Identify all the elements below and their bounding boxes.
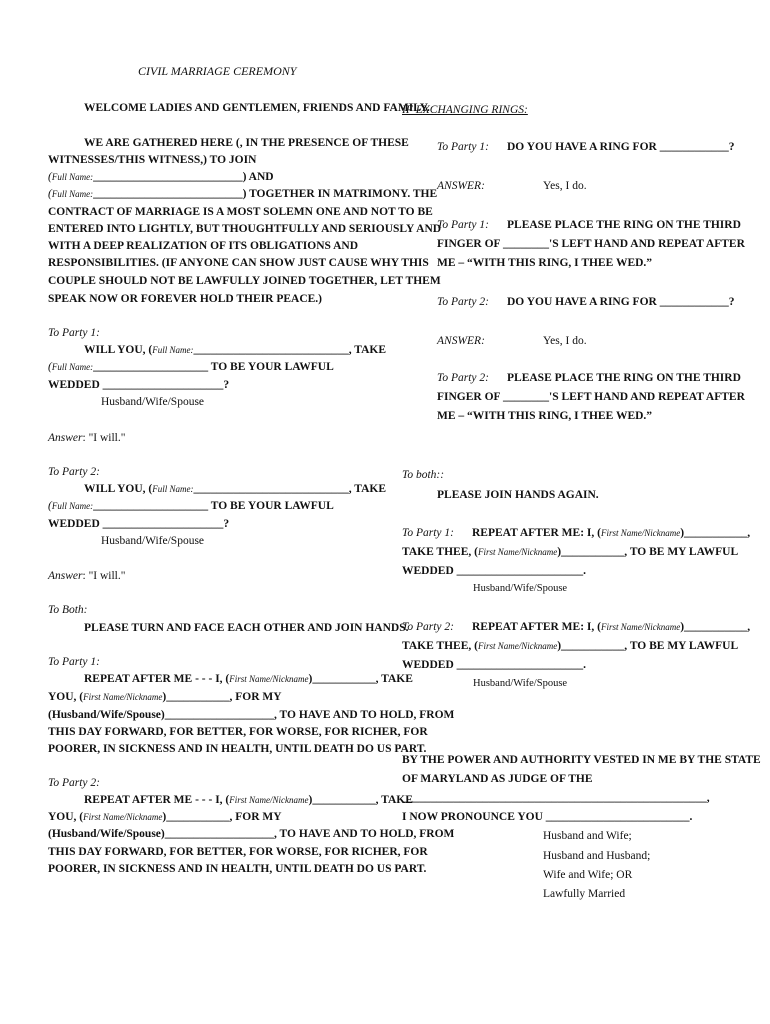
party2-vow-line-1: THIS DAY FORWARD, FOR BETTER, FOR WORSE, FOR RICHER, FOR [48, 846, 428, 858]
party1-answer: Answer: "I will." [48, 432, 126, 444]
right-party2-spouse: Husband/Wife/Spouse [473, 678, 568, 689]
pronounce-option-2: Husband and Husband; [543, 850, 651, 862]
join-hands-line: PLEASE TURN AND FACE EACH OTHER AND JOIN HANDS. [84, 622, 409, 634]
ring-with1-line: ME – “WITH THIS RING, I THEE WED.” [437, 257, 653, 269]
ring-place1-label: To Party 1: [437, 219, 489, 231]
party2-spouse-options: Husband/Wife/Spouse [101, 535, 205, 547]
authority-line-3: _____________________________________________________, [402, 792, 710, 804]
pronounce-option-3: Wife and Wife; OR [543, 869, 633, 881]
ring-answer2-text: Yes, I do. [543, 335, 587, 347]
party2-wedded-line: WEDDED _____________________? [48, 518, 230, 530]
gathered-line-2: WITNESSES/THIS WITNESS,) TO JOIN [48, 154, 257, 166]
pronounce-option-4: Lawfully Married [543, 888, 626, 900]
ring-party2-question: DO YOU HAVE A RING FOR ____________? [507, 296, 735, 308]
right-party1-label: To Party 1: [402, 527, 454, 539]
document-title: CIVIL MARRIAGE CEREMONY [138, 64, 297, 78]
ring-party2-label: To Party 2: [437, 296, 489, 308]
pronounce-line: I NOW PRONOUNCE YOU _________________________. [402, 811, 693, 823]
party2-lawful-line: (Full Name:____________________ TO BE YOUR LAWFUL [48, 500, 334, 512]
party-a-fullname-line: (Full Name:__________________________) AND [48, 171, 274, 183]
party1-lawful-line: (Full Name:____________________ TO BE YOUR LAWFUL [48, 361, 334, 373]
party2-repeat-line: REPEAT AFTER ME - - - I, (First Name/Nickname)___________, TAKE [84, 794, 413, 806]
pronounce-option-1: Husband and Wife; [543, 830, 632, 842]
ring-place1-line: PLEASE PLACE THE RING ON THE THIRD [507, 219, 741, 231]
right-party2-take: TAKE THEE, (First Name/Nickname)___________, TO BE MY LAWFUL [402, 640, 739, 652]
party2-you-line: YOU, (First Name/Nickname)___________, FOR MY [48, 811, 282, 823]
right-party1-wedded: WEDDED ______________________. [402, 565, 587, 577]
party1-vow-label: To Party 1: [48, 656, 100, 668]
party1-will-you-line: WILL YOU, (Full Name:___________________________, TAKE [84, 344, 387, 356]
contract-line-2: ENTERED INTO LIGHTLY, BUT THOUGHTFULLY AND SERIOUSLY AND [48, 223, 442, 235]
join-again-line: PLEASE JOIN HANDS AGAIN. [437, 489, 599, 501]
to-both-ring-label: To both:: [402, 469, 445, 481]
ring-party1-question: DO YOU HAVE A RING FOR ____________? [507, 141, 735, 153]
ring-party1-label: To Party 1: [437, 141, 489, 153]
party1-hold-line: (Husband/Wife/Spouse)___________________, TO HAVE AND TO HOLD, FROM [48, 709, 455, 721]
right-party2-wedded: WEDDED ______________________. [402, 659, 587, 671]
party1-vow-line-2: POORER, IN SICKNESS AND IN HEALTH, UNTIL DEATH DO US PART. [48, 743, 427, 755]
party2-will-you-line: WILL YOU, (Full Name:___________________________, TAKE [84, 483, 387, 495]
party1-consent-label: To Party 1: [48, 327, 100, 339]
party2-consent-label: To Party 2: [48, 466, 100, 478]
right-party2-repeat: REPEAT AFTER ME: I, (First Name/Nickname)___________, [472, 621, 751, 633]
ring-place2-line: PLEASE PLACE THE RING ON THE THIRD [507, 372, 741, 384]
party2-answer: Answer: "I will." [48, 570, 126, 582]
party2-hold-line: (Husband/Wife/Spouse)___________________, TO HAVE AND TO HOLD, FROM [48, 828, 455, 840]
right-party1-take: TAKE THEE, (First Name/Nickname)___________, TO BE MY LAWFUL [402, 546, 739, 558]
ring-place2-label: To Party 2: [437, 372, 489, 384]
party2-vow-line-2: POORER, IN SICKNESS AND IN HEALTH, UNTIL DEATH DO US PART. [48, 863, 427, 875]
full-name-label: Full Name: [51, 189, 94, 199]
rings-heading: IF EXCHANGING RINGS: [402, 104, 528, 116]
full-name-label: Full Name: [51, 172, 94, 182]
authority-line-1: BY THE POWER AND AUTHORITY VESTED IN ME BY THE STATE [402, 754, 761, 766]
gathered-line-1: WE ARE GATHERED HERE (, IN THE PRESENCE OF THESE [84, 137, 409, 149]
ring-with2-line: ME – “WITH THIS RING, I THEE WED.” [437, 410, 653, 422]
party1-you-line: YOU, (First Name/Nickname)___________, FOR MY [48, 691, 282, 703]
contract-line-5: COUPLE SHOULD NOT BE LAWFULLY JOINED TOGETHER, LET THEM [48, 275, 441, 287]
right-party2-label: To Party 2: [402, 621, 454, 633]
right-party1-spouse: Husband/Wife/Spouse [473, 583, 568, 594]
contract-line-3: WITH A DEEP REALIZATION OF ITS OBLIGATIONS AND [48, 240, 359, 252]
ring-answer2-label: ANSWER: [437, 335, 485, 347]
to-both-label: To Both: [48, 604, 88, 616]
party1-vow-line-1: THIS DAY FORWARD, FOR BETTER, FOR WORSE, FOR RICHER, FOR [48, 726, 428, 738]
contract-line-4: RESPONSIBILITIES. (IF ANYONE CAN SHOW JUST CAUSE WHY THIS [48, 257, 429, 269]
ring-finger1-line: FINGER OF ________'S LEFT HAND AND REPEAT AFTER [437, 238, 745, 250]
contract-line-1: CONTRACT OF MARRIAGE IS A MOST SOLEMN ONE AND NOT TO BE [48, 206, 433, 218]
party2-vow-label: To Party 2: [48, 777, 100, 789]
party1-wedded-line: WEDDED _____________________? [48, 379, 230, 391]
party1-repeat-line: REPEAT AFTER ME - - - I, (First Name/Nickname)___________, TAKE [84, 673, 413, 685]
authority-line-2: OF MARYLAND AS JUDGE OF THE [402, 773, 593, 785]
right-party1-repeat: REPEAT AFTER ME: I, (First Name/Nickname)___________, [472, 527, 751, 539]
ring-answer1-label: ANSWER: [437, 180, 485, 192]
ring-finger2-line: FINGER OF ________'S LEFT HAND AND REPEAT AFTER [437, 391, 745, 403]
contract-line-6: SPEAK NOW OR FOREVER HOLD THEIR PEACE.) [48, 293, 323, 305]
ring-answer1-text: Yes, I do. [543, 180, 587, 192]
party1-spouse-options: Husband/Wife/Spouse [101, 396, 205, 408]
party-b-fullname-line: (Full Name:__________________________) TOGETHER IN MATRIMONY. THE [48, 188, 438, 200]
welcome-line: WELCOME LADIES AND GENTLEMEN, FRIENDS AND FAMILY. [84, 102, 430, 114]
